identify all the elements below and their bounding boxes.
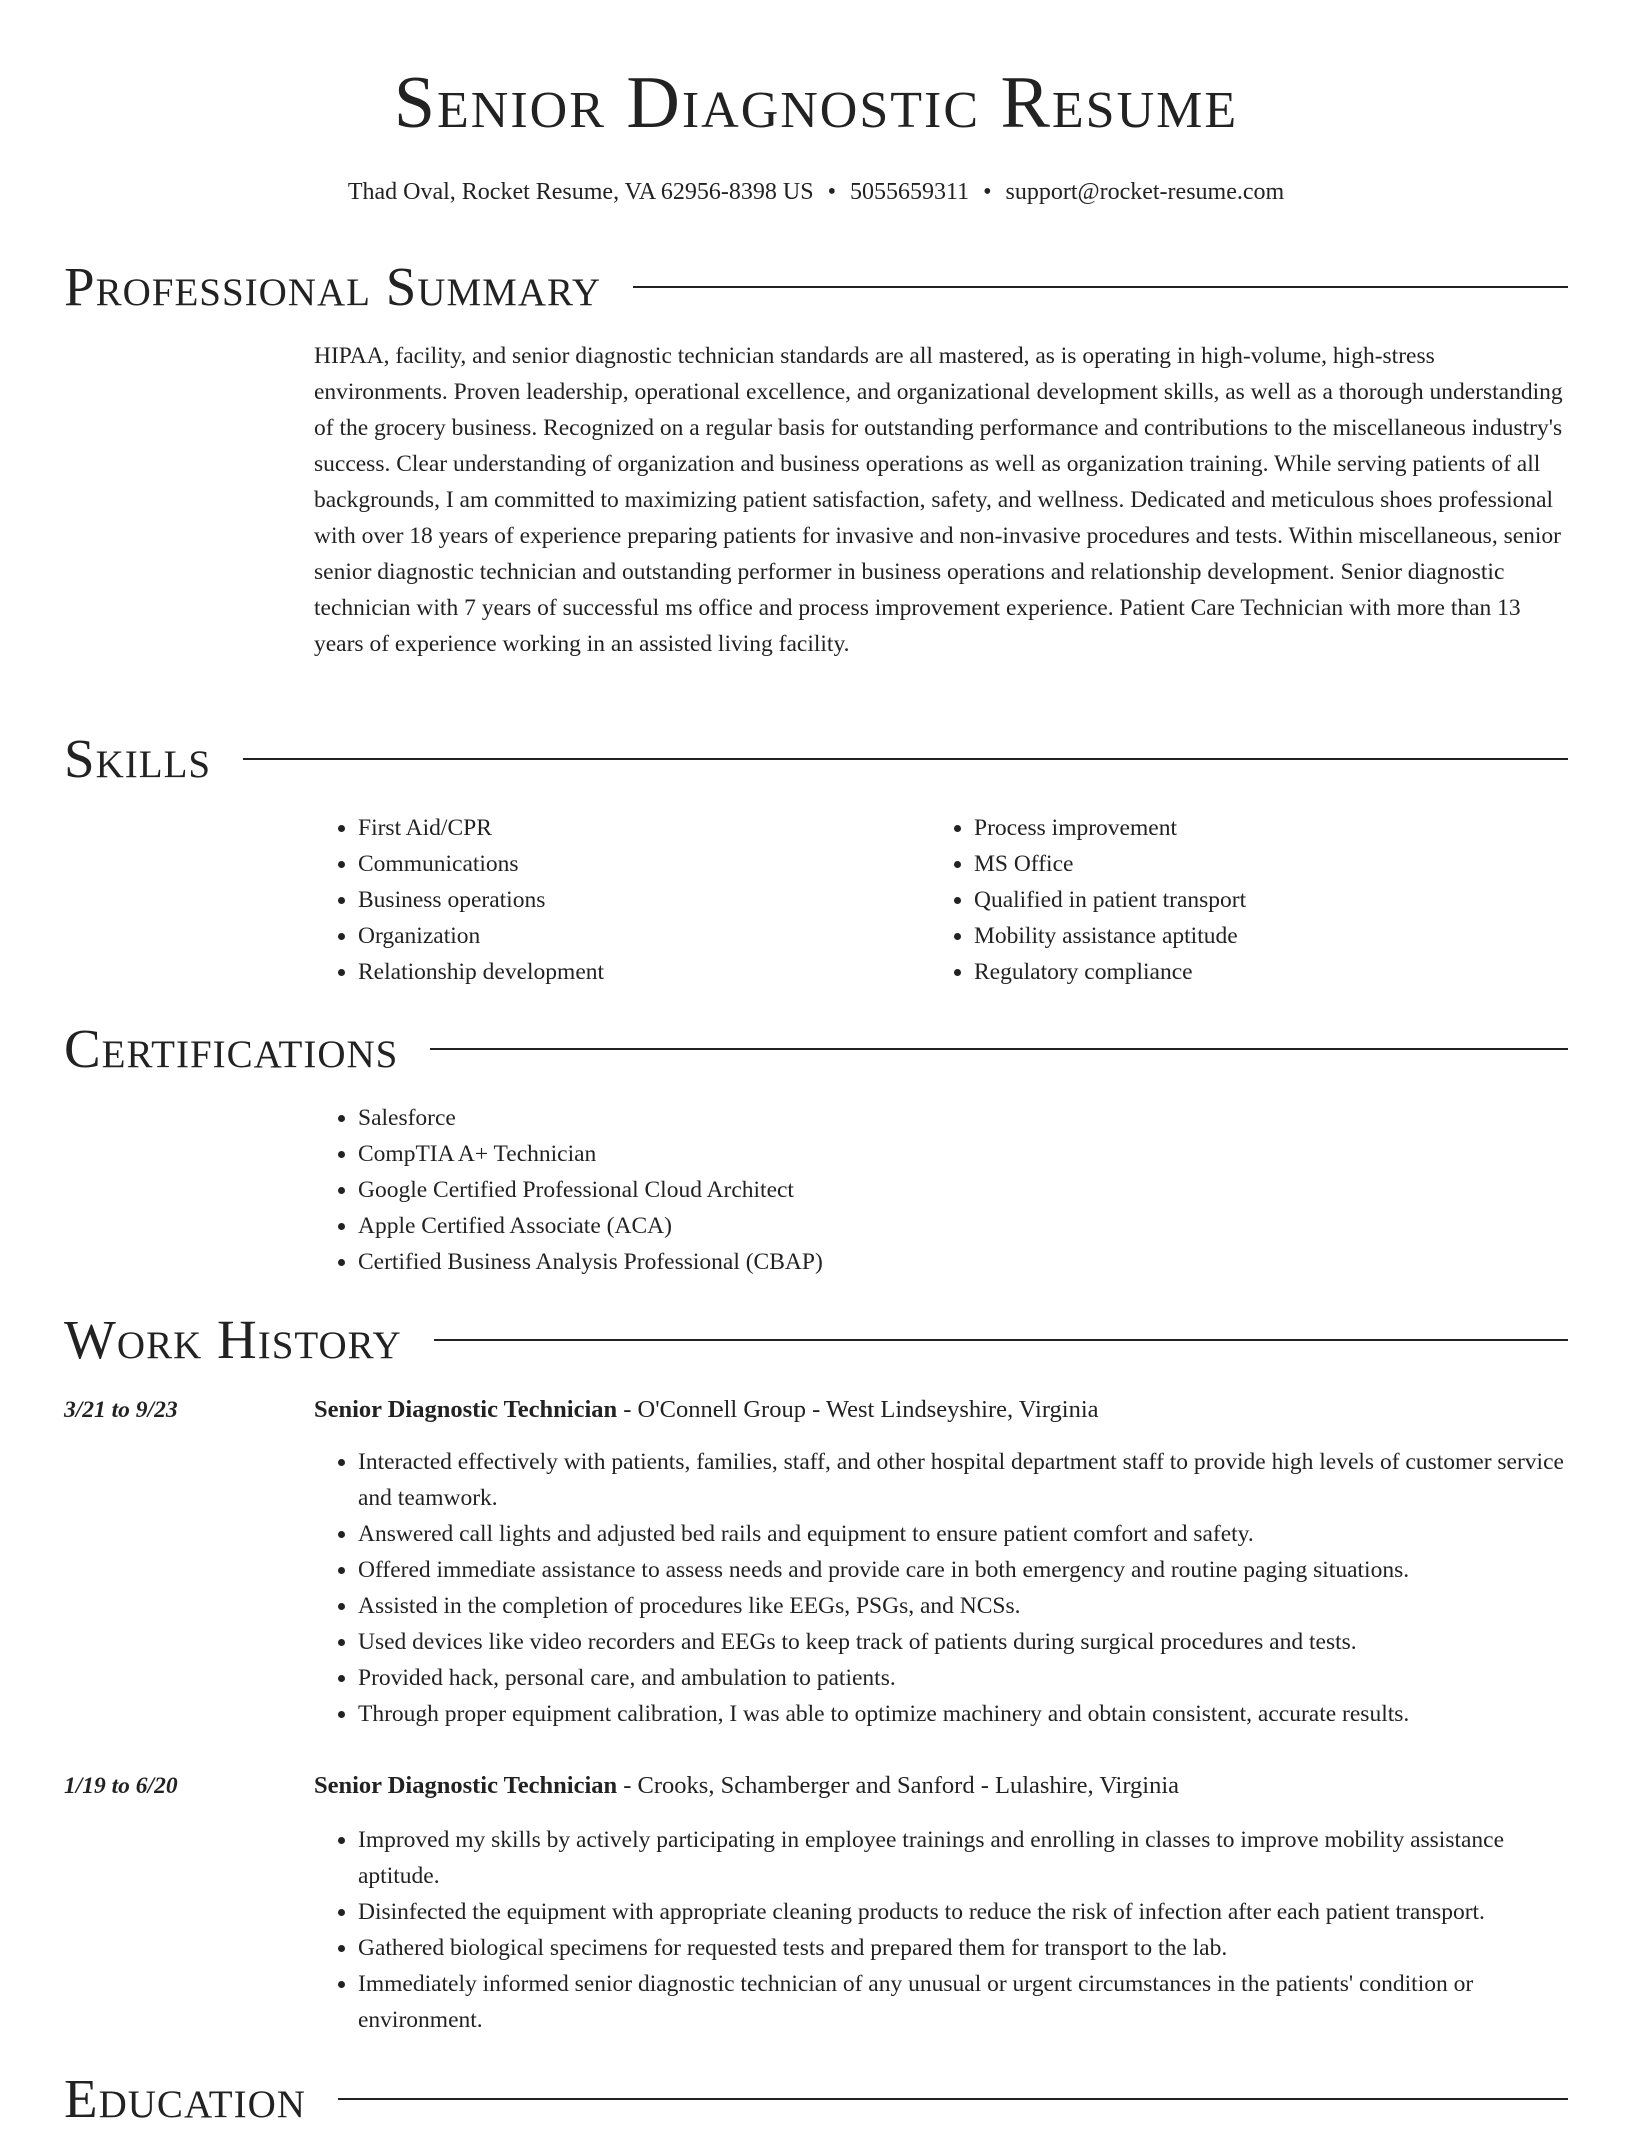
section-rule [243,758,1568,760]
job-bullet: • Answered call lights and adjusted bed rails and equipment to ensure patient comfort and safety. [358,1516,1564,1552]
job-bullet: • Improved my skills by actively participating in employee trainings and enrolling in classes to improve mobility assistance aptitude. [358,1822,1564,1894]
section-work-history [64,1305,1568,1375]
skill-item: • Mobility assistance aptitude [974,918,1546,954]
skill-item: • Regulatory compliance [974,954,1546,990]
contact-separator: • [983,179,992,205]
job-company: - Crooks, Schamberger and Sanford - Lulashire, Virginia [617,1772,1180,1799]
contact-line [0,176,1632,208]
job-bullet: • Provided hack, personal care, and ambulation to patients. [358,1660,1564,1696]
section-rule [633,286,1568,288]
contact-address: Thad Oval, Rocket Resume, VA 62956-8398 US [347,179,814,205]
job-dates: 3/21 to 9/23 [64,1397,178,1423]
section-heading: Certifications [64,1018,399,1079]
job-header [314,1392,1564,1428]
job-bullet: • Gathered biological specimens for requested tests and prepared them for transport to the lab. [358,1930,1564,1966]
skill-item: • Qualified in patient transport [974,882,1546,918]
job-company: - O'Connell Group - West Lindseyshire, Virginia [617,1396,1099,1423]
section-heading: Professional Summary [64,256,602,317]
job-bullets [314,1444,1564,1732]
section-certifications [64,1014,1568,1084]
job-dates: 1/19 to 6/20 [64,1773,178,1799]
section-professional-summary [64,252,1568,322]
section-rule [434,1339,1568,1341]
summary-text: HIPAA, facility, and senior diagnostic technician standards are all mastered, as is operating in high-volume, high-stress environments. Proven leadership, operational excellence, and organizational development skills, as well as a thorough understanding of the grocery business. Recognized on a regular basis for outstanding performance and contributions to the miscellaneous industry's success. Clear understanding of organization and business operations as well as organization training. While serving patients of all backgrounds, I am committed to maximizing patient satisfaction, safety, and wellness. Dedicated and meticulous shoes professional with over 18 years of experience preparing patients for invasive and non-invasive procedures and tests. Within miscellaneous, senior senior diagnostic technician and outstanding performer in business operations and relationship development. Senior diagnostic technician with 7 years of successful ms office and process improvement experience. Patient Care Technician with more than 13 years of experience working in an assisted living facility. [314,343,1563,657]
contact-separator: • [827,179,836,205]
section-education [64,2064,1568,2134]
job-role: Senior Diagnostic Technician [314,1396,618,1423]
job-bullets [314,1822,1564,2038]
certification-item: • Salesforce [358,1100,1564,1136]
section-skills [64,724,1568,794]
resume-title: Senior Diagnostic Resume [393,62,1239,144]
job-role: Senior Diagnostic Technician [314,1772,618,1799]
section-heading: Education [64,2068,306,2129]
job-bullet: • Interacted effectively with patients, families, staff, and other hospital department staff to provide high levels of customer service and teamwork. [358,1444,1564,1516]
certification-item: • Certified Business Analysis Professional (CBAP) [358,1244,1564,1280]
job-bullet: • Assisted in the completion of procedures like EEGs, PSGs, and NCSs. [358,1588,1564,1624]
skills-list [314,810,1564,990]
job-bullet: • Offered immediate assistance to assess needs and provide care in both emergency and routine paging situations. [358,1552,1564,1588]
certification-item: • Apple Certified Associate (ACA) [358,1208,1564,1244]
certification-item: • Google Certified Professional Cloud Architect [358,1172,1564,1208]
job-bullet: • Through proper equipment calibration, I was able to optimize machinery and obtain consistent, accurate results. [358,1696,1564,1732]
skill-item: • Business operations [358,882,930,918]
certification-item: • CompTIA A+ Technician [358,1136,1564,1172]
skill-item: • Communications [358,846,930,882]
job-bullet: • Disinfected the equipment with appropriate cleaning products to reduce the risk of infection after each patient transport. [358,1894,1564,1930]
skill-item: • Organization [358,918,930,954]
section-rule [338,2098,1568,2100]
skill-item: • MS Office [974,846,1546,882]
section-rule [430,1048,1568,1050]
skills-column-left [314,810,930,990]
job-bullet: • Immediately informed senior diagnostic technician of any unusual or urgent circumstances in the patients' condition or environment. [358,1966,1564,2038]
skill-item: • First Aid/CPR [358,810,930,846]
contact-email: support@rocket-resume.com [1005,179,1285,205]
job-header [314,1768,1564,1804]
section-heading: Work History [64,1309,402,1370]
section-heading: Skills [64,728,212,789]
skill-item: • Process improvement [974,810,1546,846]
certifications-list [314,1100,1564,1280]
job-bullet: • Used devices like video recorders and EEGs to keep track of patients during surgical procedures and tests. [358,1624,1564,1660]
skills-column-right [930,810,1546,990]
skill-item: • Relationship development [358,954,930,990]
contact-phone: 5055659311 [849,179,970,205]
